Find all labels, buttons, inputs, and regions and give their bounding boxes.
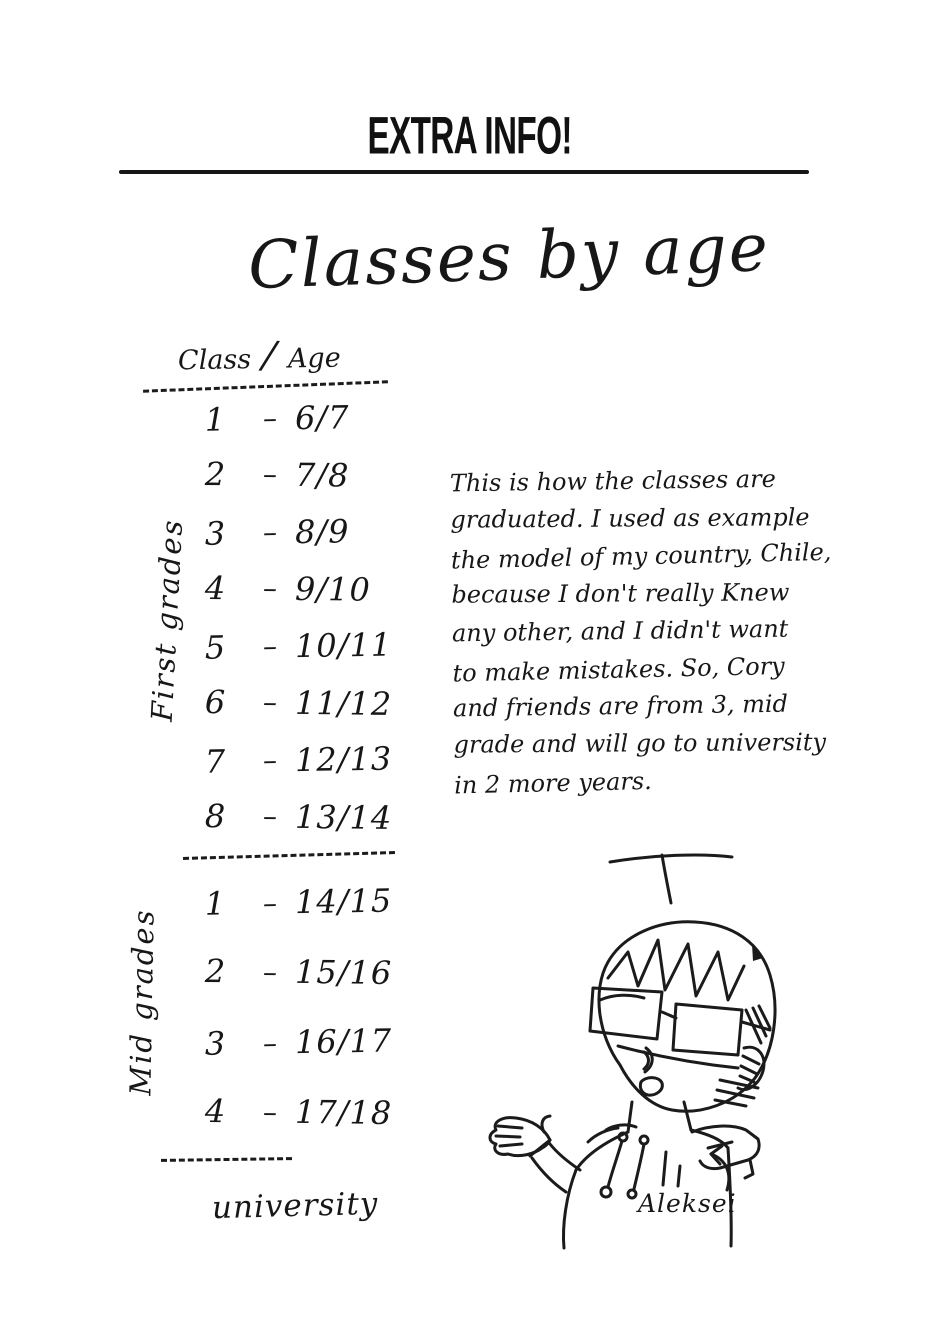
class-number: 6 [204,682,226,721]
university-divider [161,1157,292,1162]
explanation-note [450,459,937,803]
row-dash: – [262,685,278,719]
grade-row [185,615,426,676]
mid-grades-vertical-label: Mid grades [123,908,161,1096]
header-slash: / [261,332,278,378]
grade-row [185,501,426,562]
age-range: 12/13 [294,738,393,779]
note-line: grade and will go to university [453,727,827,759]
mid-grades-group [185,867,425,1147]
nose-icon [644,1048,652,1072]
class-number: 2 [204,454,226,493]
age-range: 17/18 [294,1092,393,1132]
class-number: 1 [204,399,226,439]
grade-row [184,865,425,939]
class-number: 7 [204,741,226,781]
grade-row [185,673,426,733]
age-range: 14/15 [294,881,393,922]
row-dash: – [262,955,278,989]
heading-classes-by-age: Classes by age [246,208,771,305]
grade-row [185,787,426,847]
grade-row [184,1005,425,1079]
note-line: any other, and I didn't want [451,614,789,648]
class-number: 4 [204,568,226,607]
row-dash: – [262,1095,278,1129]
class-number: 1 [204,884,226,923]
hoodie [564,1125,760,1248]
class-number: 5 [204,627,226,667]
row-dash: – [262,629,278,663]
note-line: in 2 more years. [453,766,653,800]
class-number: 3 [204,513,226,553]
note-line: This is how the classes are [449,464,777,498]
first-grades-group [185,389,425,845]
page-title-text: EXTRA INFO! [367,106,573,166]
row-dash: – [262,457,278,491]
note-line: graduated. I used as example [450,502,810,534]
age-range: 15/16 [294,952,393,992]
age-range: 16/17 [294,1021,393,1062]
note-line: because I don't really Knew [451,577,790,609]
grade-row [185,559,426,619]
grade-row [185,445,426,505]
grade-row [185,729,426,790]
row-dash: – [262,885,278,920]
class-number: 3 [204,1024,226,1063]
t-mark [610,855,732,903]
age-range: 9/10 [294,569,372,609]
age-range: 8/9 [294,511,350,551]
class-number: 4 [204,1091,226,1131]
table-header [177,332,341,378]
grade-row [185,936,426,1009]
signature-text: Aleksei [638,1189,737,1218]
row-dash: – [262,1025,278,1060]
university-label: university [211,1185,379,1227]
first-grades-vertical-label: First grades [144,517,190,723]
title-underline [119,170,809,174]
row-dash: – [262,401,278,435]
page-title [0,106,940,166]
mouth [640,1078,662,1095]
row-dash: – [262,743,278,777]
class-column-label: Class [177,344,252,377]
row-dash: – [262,571,278,605]
row-dash: – [262,799,278,833]
character-sketch [460,840,920,1270]
class-number: 8 [204,796,226,835]
group-divider [183,851,395,860]
age-range: 6/7 [294,397,350,437]
row-dash: – [262,515,278,549]
age-range: 7/8 [294,455,350,494]
note-line: and friends are from 3, mid [452,689,789,723]
age-range: 10/11 [294,624,393,665]
class-number: 2 [204,951,226,991]
grade-row [185,387,426,448]
age-range: 13/14 [294,797,393,837]
age-range: 11/12 [294,683,393,723]
note-line: to make mistakes. So, Cory [452,651,785,687]
age-column-label: Age [287,342,341,375]
arm-and-hand [490,1116,580,1192]
note-line: the model of my country, Chile, [450,537,832,575]
grade-row [185,1076,426,1149]
